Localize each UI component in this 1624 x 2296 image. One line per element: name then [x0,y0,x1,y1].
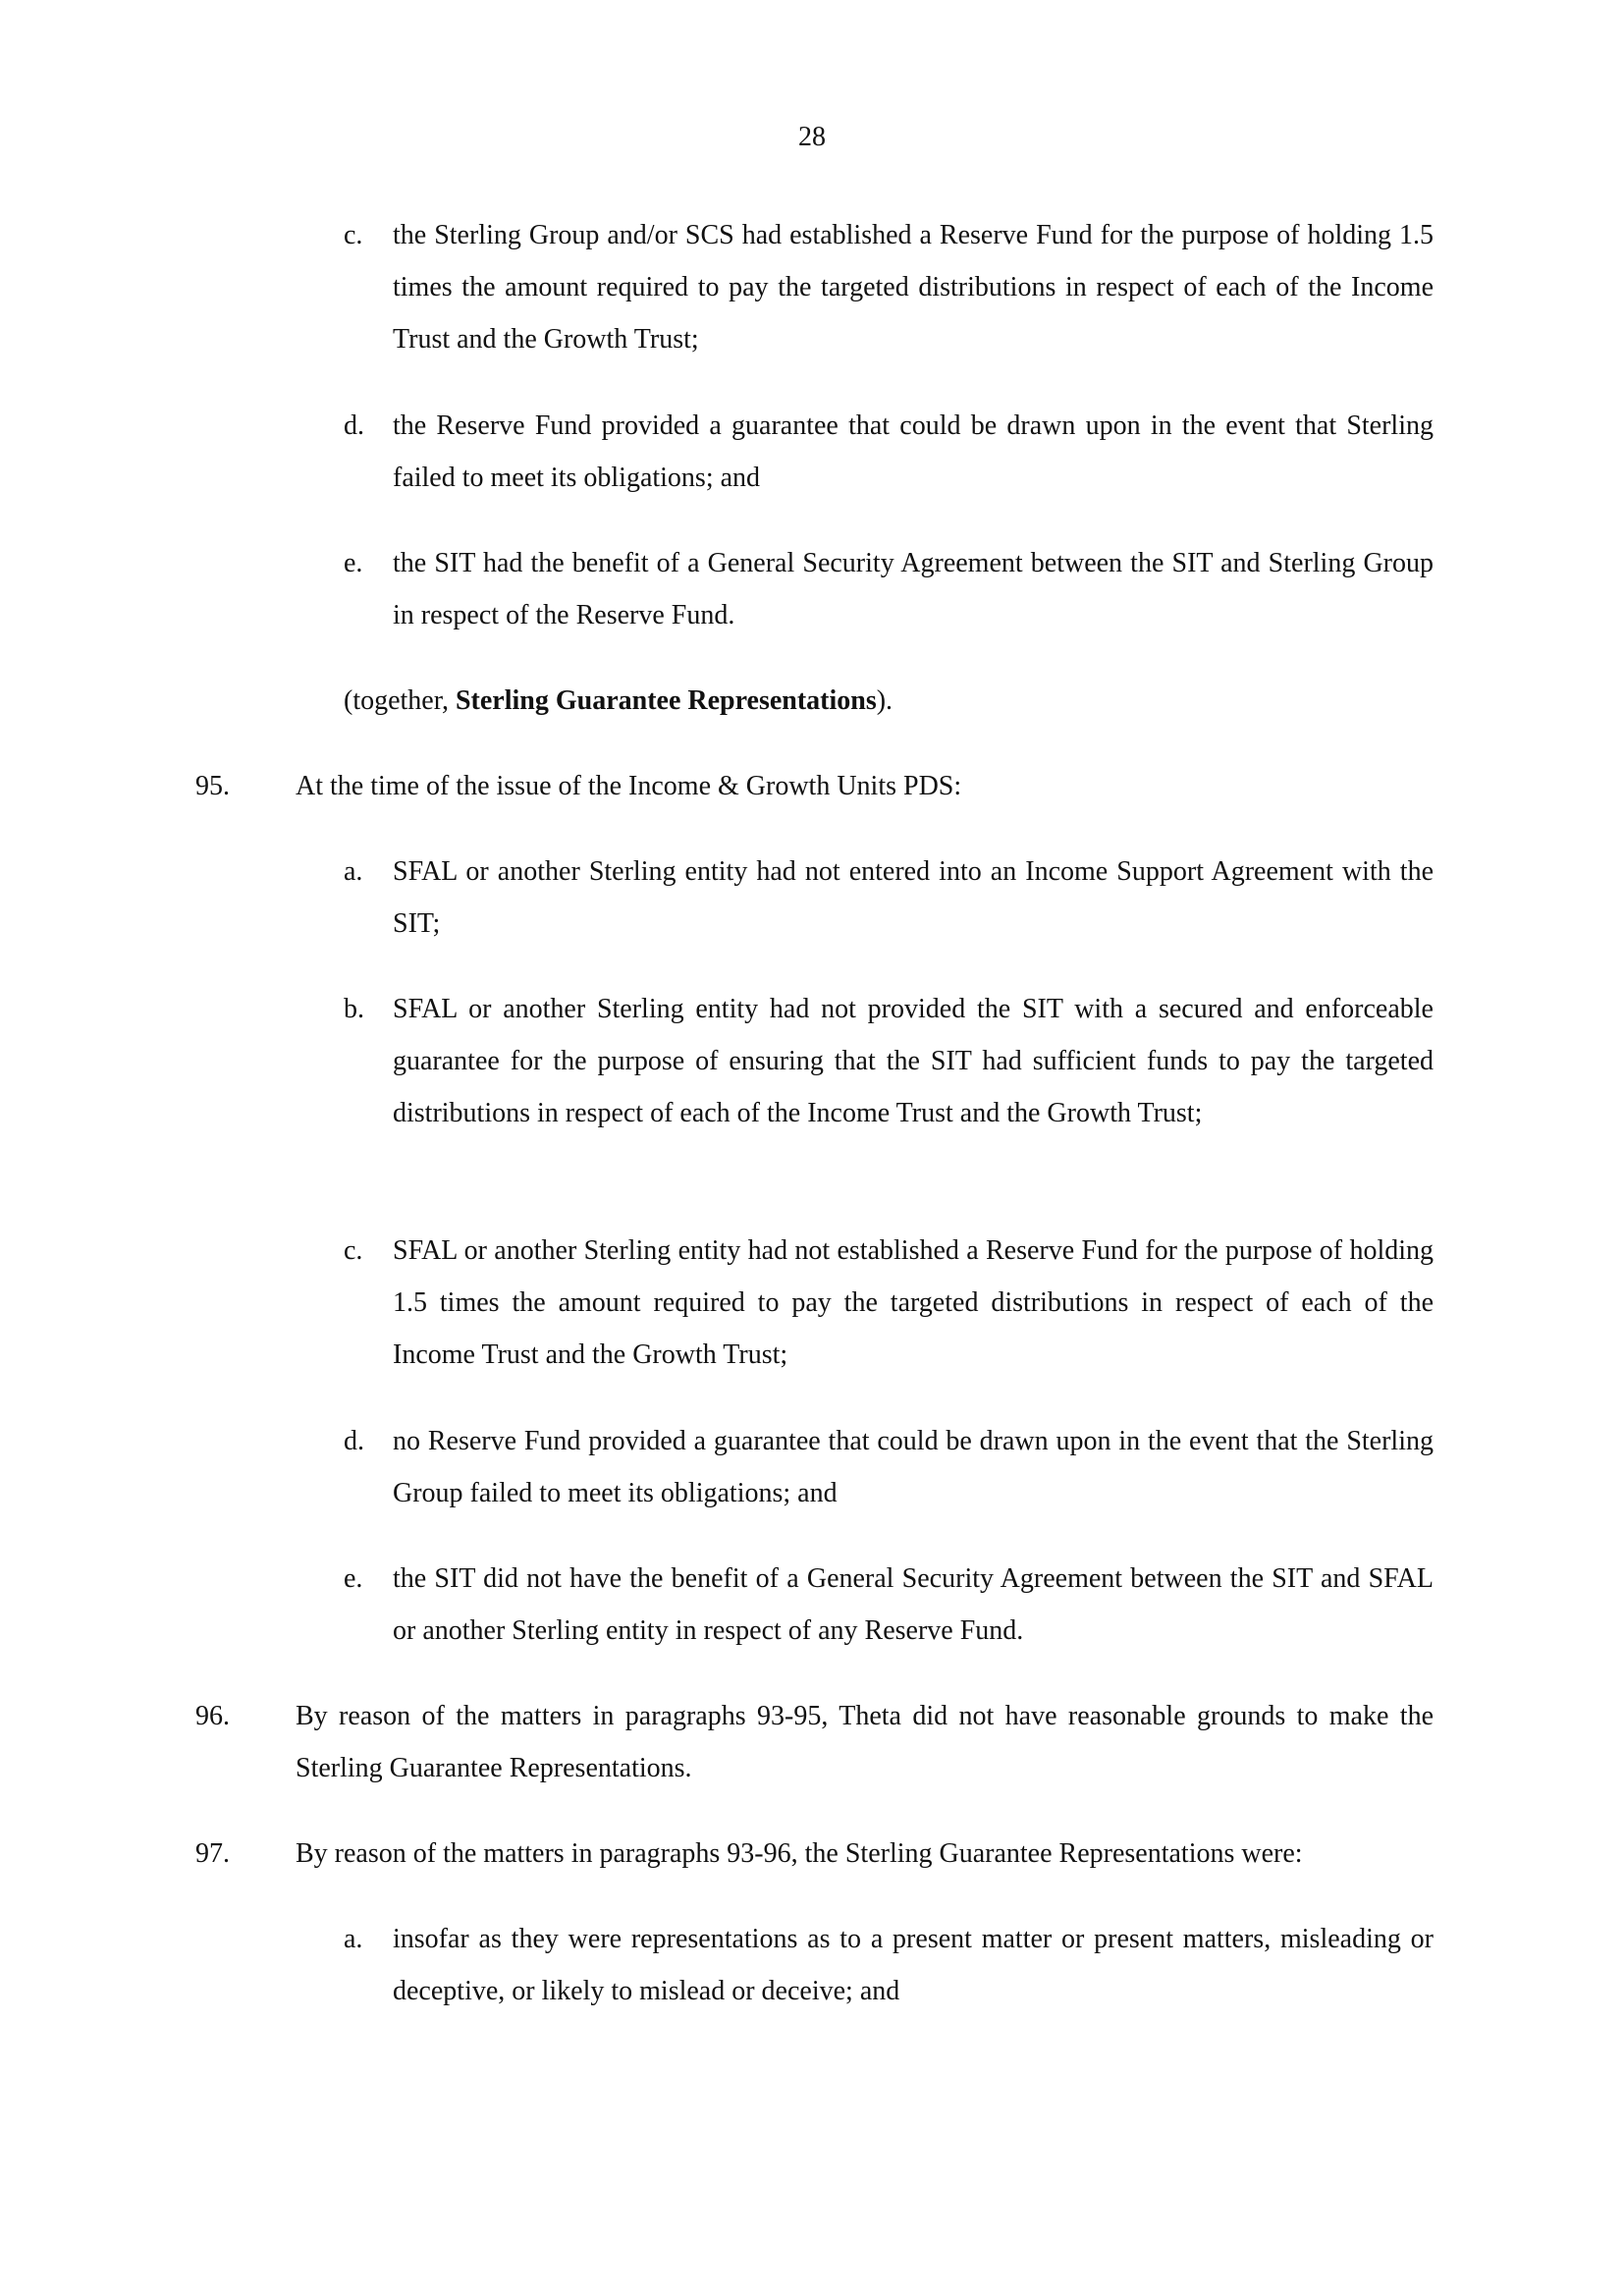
item-letter: e. [344,548,363,578]
paragraph-text: By reason of the matters in paragraphs 93-95, Theta did not have reasonable grounds to make the Sterling Guarantee Representations. [296,1701,1434,1783]
item-letter: b. [344,994,364,1024]
item-text: insofar as they were representations as to a present matter or present matters, misleading or deceptive, or likely to mislead or deceive; and [393,1924,1434,2006]
paragraph-text: At the time of the issue of the Income & Growth Units PDS: [296,771,962,801]
paragraph-text: By reason of the matters in paragraphs 93-96, the Sterling Guarantee Representations were: [296,1838,1303,1869]
defined-term: Sterling Guarantee Representations [455,685,877,716]
item-letter: e. [344,1563,363,1594]
item-letter: d. [344,1426,364,1456]
paragraph-number: 97. [195,1838,230,1869]
item-letter: c. [344,220,363,250]
item-text: SFAL or another Sterling entity had not entered into an Income Support Agreement with the SIT; [393,856,1434,939]
page-number: 28 [798,122,826,152]
item-letter: a. [344,856,363,887]
paragraph-number: 96. [195,1701,230,1731]
item-text: SFAL or another Sterling entity had not established a Reserve Fund for the purpose of holding 1.5 times the amount required to pay the targeted distributions in respect of each of the Income Trust and the Growth Trust; [393,1235,1434,1370]
item-text: the Reserve Fund provided a guarantee that could be drawn upon in the event that Sterling failed to meet its obligations; and [393,410,1434,493]
together-suffix: ). [876,685,893,716]
item-letter: c. [344,1235,363,1266]
item-letter: a. [344,1924,363,1954]
together-prefix: (together, [344,685,456,716]
item-text: no Reserve Fund provided a guarantee that could be drawn upon in the event that the Sterling Group failed to meet its obligations; and [393,1426,1434,1508]
item-text: the Sterling Group and/or SCS had established a Reserve Fund for the purpose of holding 1.5 times the amount required to pay the targeted distributions in respect of each of the Income Trust and the Growth Trust; [393,220,1434,355]
paragraph-number: 95. [195,771,230,801]
item-text: the SIT did not have the benefit of a General Security Agreement between the SIT and SFAL or another Sterling entity in respect of any Reserve Fund. [393,1563,1434,1646]
item-text: the SIT had the benefit of a General Security Agreement between the SIT and Sterling Group in respect of the Reserve Fund. [393,548,1434,630]
item-text: SFAL or another Sterling entity had not provided the SIT with a secured and enforceable guarantee for the purpose of ensuring that the SIT had sufficient funds to pay the targeted distributions in respect of each of the Income Trust and the Growth Trust; [393,994,1434,1128]
together-definition [344,675,893,727]
item-letter: d. [344,410,364,441]
